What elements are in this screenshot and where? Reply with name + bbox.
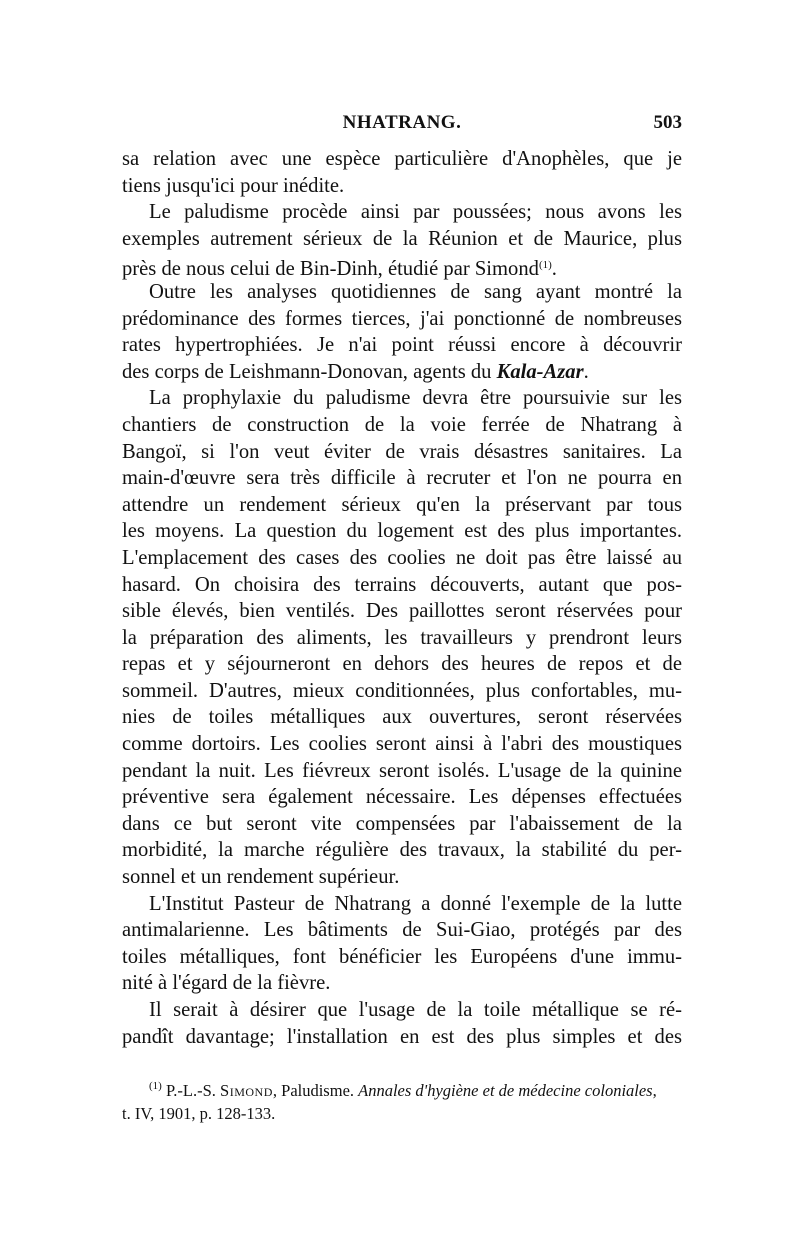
trailing-punctuation: . [551,258,557,281]
text-line [122,891,682,918]
emphasized-term: Kala-Azar [496,360,584,383]
text-line-content: chantiers de construction de la voie ferrée de Nhatrang à [122,413,682,436]
running-title: NHATRANG. [342,112,462,133]
text-line [122,146,682,173]
text-line-content: pendant la nuit. Les fiévreux seront isolés. L'usage de la quinine [122,759,682,782]
text-line [122,173,682,200]
page-number: 503 [653,112,682,133]
text-line [122,306,682,333]
text-line-content: attendre un rendement sérieux qu'en la préservant par tous [122,493,682,516]
text-line-content: La prophylaxie du paludisme devra être poursuivie sur les [149,387,682,410]
text-line [122,997,682,1024]
text-line-content: morbidité, la marche régulière des travaux, la stabilité du per- [122,839,682,862]
footnote-line-2: t. IV, 1901, p. 128-133. [122,1103,276,1123]
text-line-content: sommeil. D'autres, mieux conditionnées, plus confortables, mu- [122,679,682,702]
text-line [122,944,682,971]
text-line [122,492,682,519]
text-line-content: la préparation des aliments, les travailleurs y prendront leurs [122,626,682,649]
text-line [122,412,682,439]
text-line [122,518,682,545]
text-line [122,439,682,466]
text-line [122,651,682,678]
text-line-content: pandît davantage; l'installation en est des plus simples et des [122,1025,682,1048]
footnote-journal: Annales d'hygiène et de médecine coloniales [358,1081,653,1100]
text-line [122,1024,682,1051]
text-line [122,704,682,731]
footnote-journal-punct: , [652,1081,657,1100]
text-line [122,731,682,758]
text-line-content: des corps de Leishmann-Donovan, agents du [122,360,497,383]
text-line [122,572,682,599]
text-line [122,625,682,652]
text-line [122,970,682,997]
text-line-content: comme dortoirs. Les coolies seront ainsi à l'abri des moustiques [122,733,682,756]
text-line-content: Il serait à désirer que l'usage de la toile métallique se ré- [149,999,682,1021]
footnote-title: , Paludisme. [272,1081,359,1100]
footnote [122,1075,682,1125]
text-line-content: exemples autrement sérieux de la Réunion et de Maurice, plus [122,227,682,250]
text-line [122,199,682,226]
text-line [122,784,682,811]
text-line-content: toiles métalliques, font bénéficier les Européens d'une immu- [122,945,682,968]
text-line-content: antimalarienne. Les bâtiments de Sui-Giao, protégés par des [122,919,682,942]
text-line-content: sible élevés, bien ventilés. Des paillottes seront réservées pour [122,600,682,623]
text-line [122,465,682,492]
text-line-content: repas et y séjourneront en dehors des heures de repos et de [122,653,682,676]
text-line-content: rates hypertrophiées. Je n'ai point réussi encore à découvrir [122,334,682,357]
text-line-content: L'Institut Pasteur de Nhatrang a donné l'exemple de la lutte [149,892,682,915]
text-line [122,837,682,864]
text-line [122,811,682,838]
text-line [122,598,682,625]
text-line-content: les moyens. La question du logement est des plus importantes. [122,520,682,543]
text-line [122,252,682,279]
text-line-content: nité à l'égard de la fièvre. [122,972,331,995]
text-line-content: Outre les analyses quotidiennes de sang ayant montré la [149,280,682,303]
text-line-content: près de nous celui de Bin-Dinh, étudié par Simond [122,258,539,281]
footnote-author: Simond [220,1081,273,1100]
text-line [122,332,682,359]
text-line-content: nies de toiles métalliques aux ouvertures, seront réservées [122,706,682,729]
text-line-content: L'emplacement des cases des coolies ne doit pas être laissé au [122,546,682,569]
text-line [122,279,682,306]
text-line [122,385,682,412]
page-header [122,112,682,140]
footnote-author-prefix: P.-L.-S. [165,1081,221,1100]
text-line-content: préventive sera également nécessaire. Les dépenses effectuées [122,786,682,809]
body-text [122,146,682,1050]
text-line [122,678,682,705]
text-line-content: main-d'œuvre sera très difficile à recruter et l'on ne pourra en [122,467,682,490]
text-line [122,359,682,386]
footnote-reference[interactable]: (1) [538,259,552,272]
footnote-marker: (1) [149,1080,162,1092]
text-line [122,545,682,572]
text-line-content: sonnel et un rendement supérieur. [122,866,400,889]
text-line [122,226,682,253]
text-line-content: hasard. On choisira des terrains découverts, autant que pos- [122,573,682,596]
text-line [122,758,682,785]
text-line-content: sa relation avec une espèce particulière d'Anophèles, que je [122,148,682,170]
trailing-punctuation: . [583,360,589,383]
text-line [122,864,682,891]
text-line-content: Bangoï, si l'on veut éviter de vrais désastres sanitaires. La [122,440,682,463]
text-line [122,917,682,944]
text-line-content: dans ce but seront vite compensées par l'abaissement de la [122,812,682,835]
footnote-line-1 [122,1075,682,1103]
text-line-content: Le paludisme procède ainsi par poussées; nous avons les [149,201,682,224]
text-line-content: prédominance des formes tierces, j'ai ponctionné de nombreuses [122,307,682,330]
text-line-content: tiens jusqu'ici pour inédite. [122,174,345,197]
